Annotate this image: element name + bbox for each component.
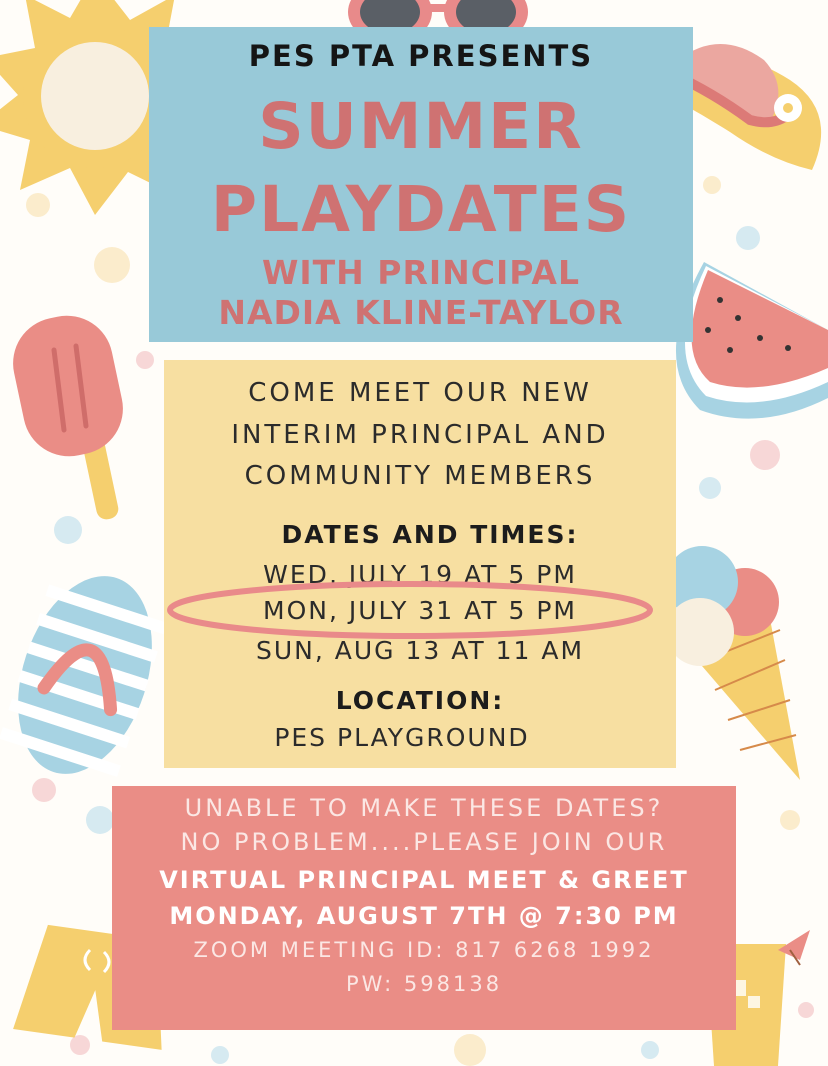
zoom-password: PW: 598138 <box>345 972 503 996</box>
virtual-line: UNABLE TO MAKE THESE DATES? <box>184 794 664 822</box>
event-title-line2: PLAYDATES <box>210 173 632 246</box>
virtual-event-name: VIRTUAL PRINCIPAL MEET & GREET <box>159 866 689 894</box>
zoom-meeting-id: ZOOM MEETING ID: 817 6268 1992 <box>193 938 655 962</box>
subtitle-line2: NADIA KLINE-TAYLOR <box>218 293 624 332</box>
virtual-event-date: MONDAY, AUGUST 7TH @ 7:30 PM <box>169 902 679 930</box>
intro-line: COMMUNITY MEMBERS <box>244 461 596 491</box>
intro-line: INTERIM PRINCIPAL AND <box>231 420 609 450</box>
event-title-line1: SUMMER <box>258 90 584 163</box>
virtual-meeting-panel <box>112 786 736 1030</box>
date-item: SUN, AUG 13 AT 11 AM <box>255 636 585 665</box>
watermelon-icon <box>676 262 828 419</box>
location-heading: LOCATION: <box>335 686 505 715</box>
title-panel <box>149 27 693 342</box>
ice-cream-cone-icon <box>666 546 800 780</box>
popsicle-icon <box>5 307 132 521</box>
intro-line: COME MEET OUR NEW <box>248 378 592 408</box>
date-item-highlighted: MON, JULY 31 AT 5 PM <box>263 596 577 625</box>
dates-heading: DATES AND TIMES: <box>281 520 579 549</box>
date-item: WED, JULY 19 AT 5 PM <box>263 560 577 589</box>
virtual-line: NO PROBLEM....PLEASE JOIN OUR <box>180 828 668 856</box>
info-panel <box>164 360 676 768</box>
flip-flop-icon <box>0 559 175 791</box>
presenter-line: PES PTA PRESENTS <box>248 39 594 73</box>
location-value: PES PLAYGROUND <box>274 723 530 752</box>
subtitle-line1: WITH PRINCIPAL <box>261 253 580 292</box>
